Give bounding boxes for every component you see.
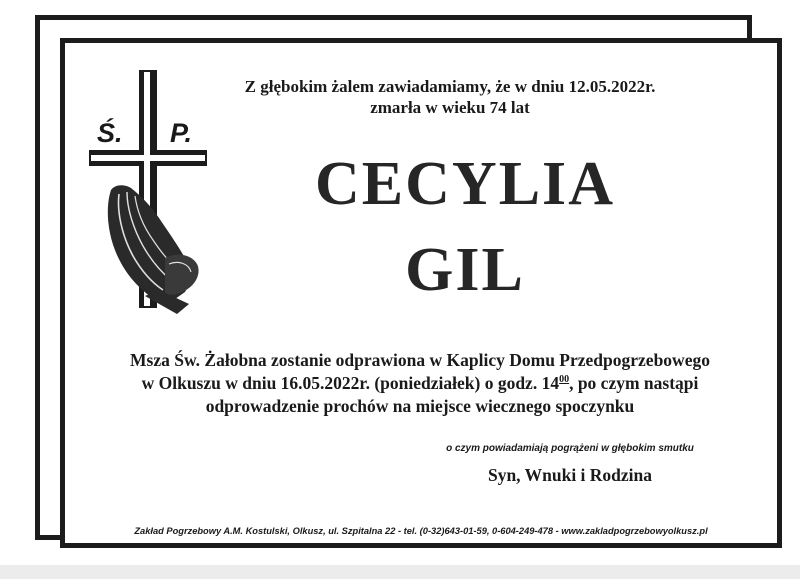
ceremony-line-2 [70, 372, 770, 394]
sp-label-s: Ś. [97, 118, 123, 148]
page-bottom-edge [0, 565, 800, 579]
announcement-line-2: zmarła w wieku 74 lat [370, 98, 530, 117]
sp-label-p: P. [170, 118, 193, 148]
ceremony-line-3: odprowadzenie prochów na miejsce wiecznego spoczynku [205, 396, 635, 416]
funeral-home-footer: Zakład Pogrzebowy A.M. Kostulski, Olkusz, ul. Szpitalna 22 - tel. (0-32)643-01-59, 0-604-249-478 - www.zakladpogrzebowyolkusz.pl [134, 526, 708, 536]
ceremony-line-2-tail: , po czym nastąpi [569, 373, 699, 393]
ceremony-line-2-text: w Olkuszu w dniu 16.05.2022r. (poniedziałek) o godz. 14 [141, 373, 560, 393]
notify-line: o czym powiadamiają pogrążeni w głębokim smutku [446, 443, 694, 454]
cross-with-praying-hands-icon [85, 68, 210, 318]
family-signature: Syn, Wnuki i Rodzina [487, 465, 653, 485]
deceased-last-name: GIL [405, 236, 525, 304]
deceased-first-name: CECYLIA [315, 150, 615, 218]
ceremony-line-1: Msza Św. Żałobna zostanie odprawiona w Kaplicy Domu Przedpogrzebowego [130, 350, 710, 370]
announcement-line-1: Z głębokim żalem zawiadamiamy, że w dniu 12.05.2022r. [244, 77, 656, 96]
ceremony-hour-minutes: 00 [559, 374, 570, 386]
